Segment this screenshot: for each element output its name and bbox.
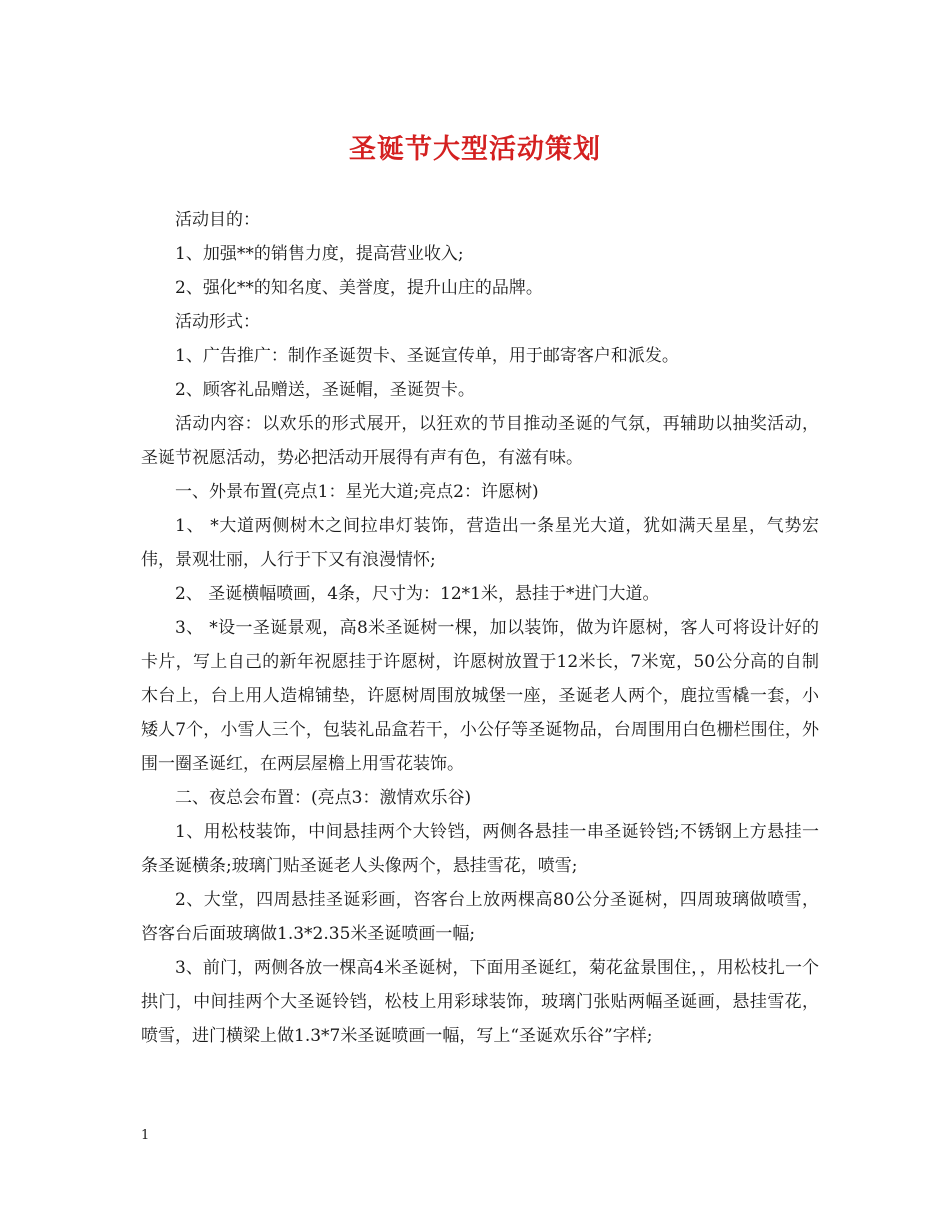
paragraph-purpose-1: 1、加强**的销售力度，提高营业收入; bbox=[175, 244, 464, 264]
paragraph-form-2: 2、顾客礼品赠送，圣诞帽，圣诞贺卡。 bbox=[175, 380, 475, 400]
paragraph-form-heading: 活动形式： bbox=[175, 312, 260, 332]
document-title: 圣诞节大型活动策划 bbox=[349, 134, 601, 165]
page-number: 1 bbox=[141, 1128, 150, 1143]
paragraph-nightclub-1: 1、用松枝装饰，中间悬挂两个大铃铛，两侧各悬挂一串圣诞铃铛;不锈钢上方悬挂一条圣诞横条;玻璃门贴圣诞老人头像两个，悬挂雪花，喷雪; bbox=[141, 822, 819, 876]
paragraph-nightclub-3: 3、前门，两侧各放一棵高4米圣诞树，下面用圣诞红，菊花盆景围住，，用松枝扎一个拱门，中间挂两个大圣诞铃铛，松枝上用彩球装饰，玻璃门张贴两幅圣诞画，悬挂雪花，喷雪，进门横梁上做1.3*7米圣诞喷画一幅，写上“圣诞欢乐谷”字样; bbox=[141, 958, 819, 1046]
paragraph-form-1: 1、广告推广：制作圣诞贺卡、圣诞宣传单，用于邮寄客户和派发。 bbox=[175, 346, 679, 366]
section-nightclub-heading: 二、夜总会布置：(亮点3：激情欢乐谷) bbox=[175, 788, 472, 808]
section-outdoor-heading: 一、外景布置(亮点1：星光大道;亮点2：许愿树) bbox=[175, 482, 539, 502]
paragraph-purpose-heading: 活动目的： bbox=[175, 210, 260, 230]
paragraph-outdoor-1: 1、 *大道两侧树木之间拉串灯装饰，营造出一条星光大道，犹如满天星星，气势宏伟，景观壮丽，人行于下又有浪漫情怀; bbox=[141, 516, 819, 570]
paragraph-content: 活动内容：以欢乐的形式展开，以狂欢的节目推动圣诞的气氛，再辅助以抽奖活动，圣诞节祝愿活动，势必把活动开展得有声有色，有滋有味。 bbox=[141, 414, 819, 468]
paragraph-outdoor-3: 3、 *设一圣诞景观，高8米圣诞树一棵，加以装饰，做为许愿树，客人可将设计好的卡片，写上自己的新年祝愿挂于许愿树，许愿树放置于12米长，7米宽，50公分高的自制木台上，台上用人造棉铺垫，许愿树周围放城堡一座，圣诞老人两个，鹿拉雪橇一套，小矮人7个，小雪人三个，包装礼品盒若干，小公仔等圣诞物品，台周围用白色栅栏围住，外围一圈圣诞红，在两层屋檐上用雪花装饰。 bbox=[141, 618, 819, 774]
paragraph-outdoor-2: 2、 圣诞横幅喷画，4条，尺寸为：12*1米，悬挂于*进门大道。 bbox=[175, 584, 660, 604]
paragraph-nightclub-2: 2、大堂，四周悬挂圣诞彩画，咨客台上放两棵高80公分圣诞树，四周玻璃做喷雪，咨客台后面玻璃做1.3*2.35米圣诞喷画一幅; bbox=[141, 890, 819, 944]
paragraph-purpose-2: 2、强化**的知名度、美誉度，提升山庄的品牌。 bbox=[175, 278, 543, 298]
document-body bbox=[141, 203, 819, 1053]
